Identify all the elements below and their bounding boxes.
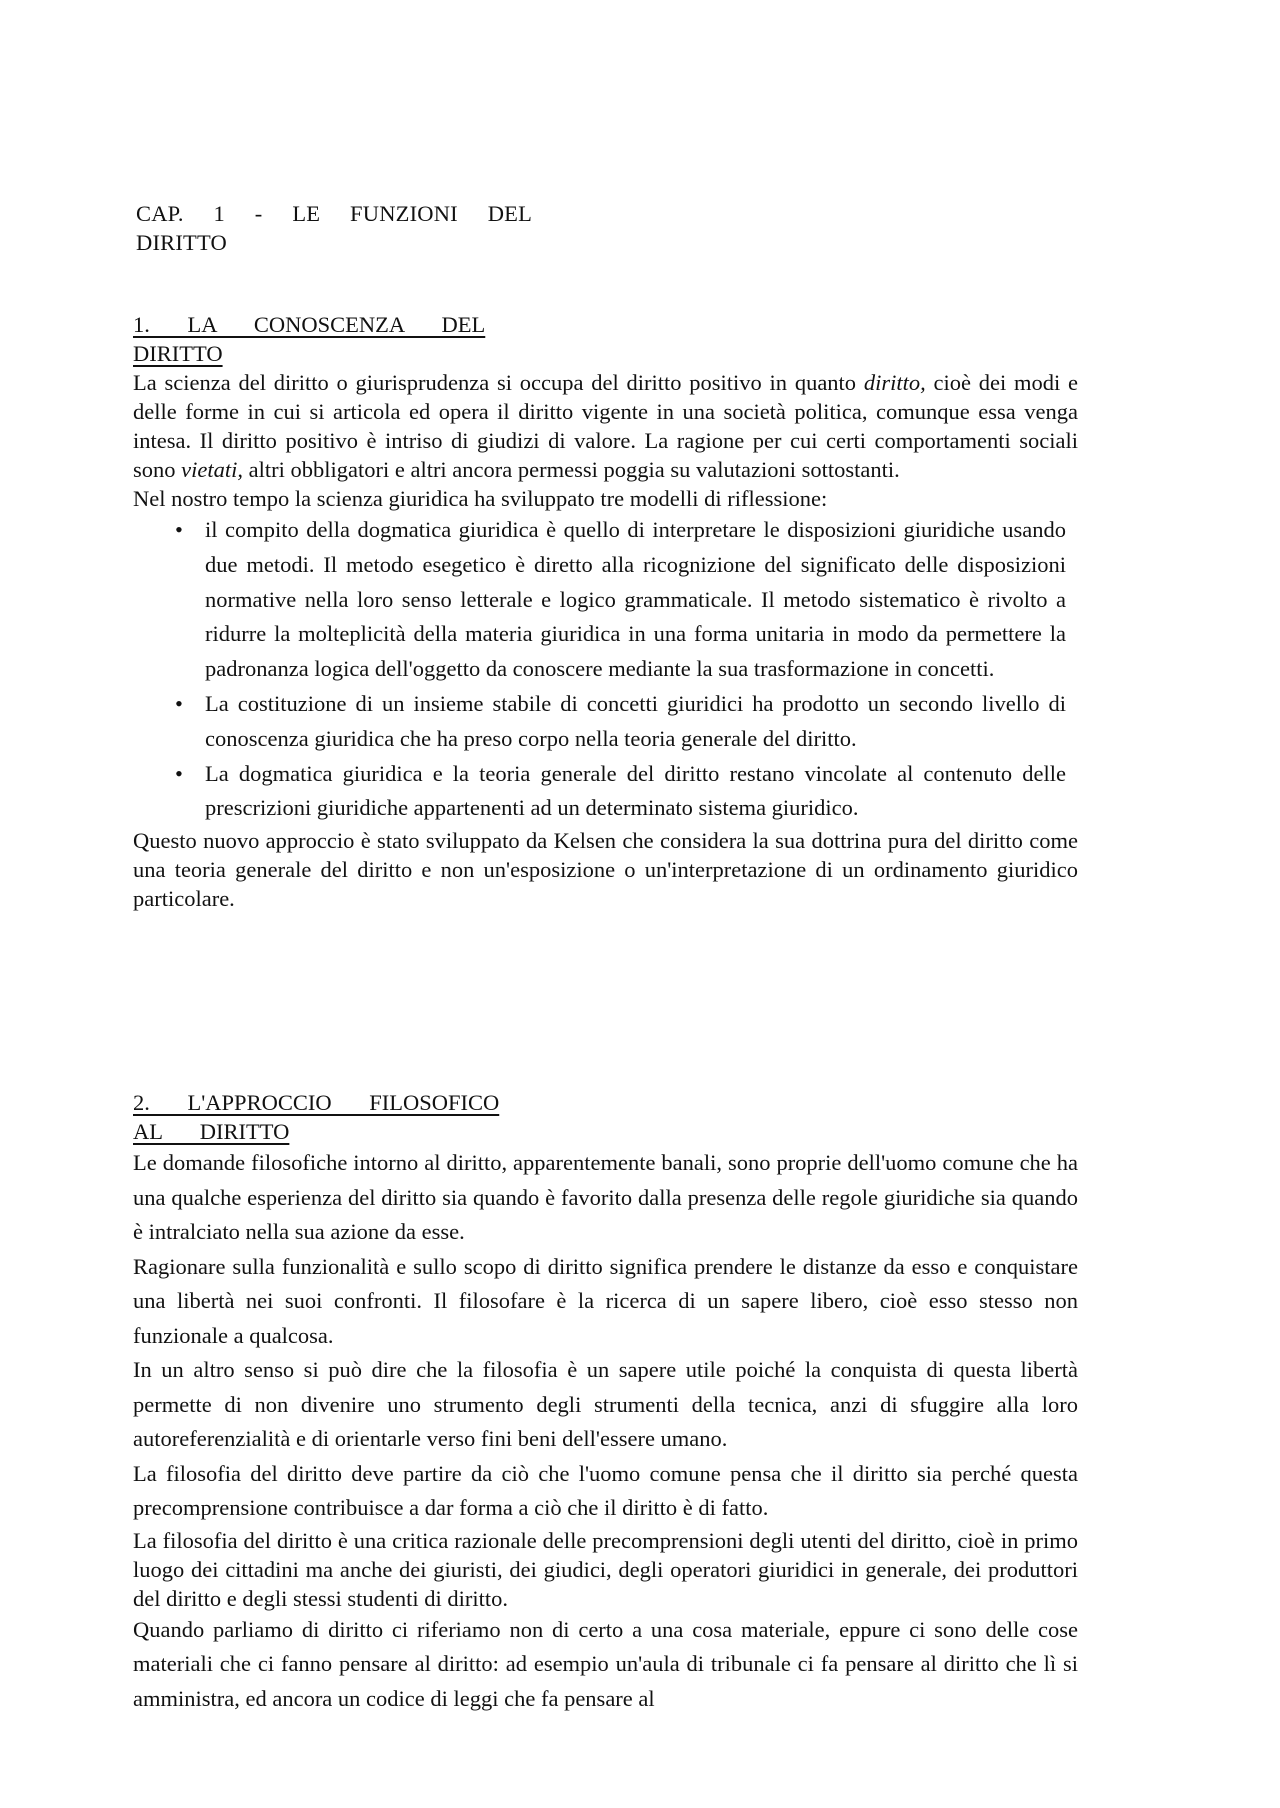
section-1-paragraph-3: Questo nuovo approccio è stato sviluppato da Kelsen che considera la sua dottrina pura del diritto come una teoria generale del diritto e non un'esposizione o un'interpretazione di un ordinamento giuridico particolare. bbox=[133, 828, 1078, 912]
list-item: • La costituzione di un insieme stabile di concetti giuridici ha prodotto un secondo livello di conoscenza giuridica che ha preso corpo nella teoria generale del diritto. bbox=[175, 690, 1066, 751]
section-2-title: 2. L'APPROCCIO FILOSOFICO AL DIRITTO bbox=[133, 1090, 500, 1144]
section-1-bullet-list bbox=[133, 513, 1078, 826]
section-2-paragraph: Ragionare sulla funzionalità e sullo scopo di diritto significa prendere le distanze da esso e conquistare una libertà nei suoi confronti. Il filosofare è la ricerca di un sapere libero, cioè esso stesso non funzionale a qualcosa. bbox=[133, 1253, 1078, 1348]
section-1-title: 1. LA CONOSCENZA DEL DIRITTO bbox=[133, 312, 486, 366]
chapter-title: CAP. 1 - LE FUNZIONI DEL DIRITTO bbox=[136, 201, 532, 255]
list-item: • La dogmatica giuridica e la teoria generale del diritto restano vincolate al contenuto delle prescrizioni giuridiche appartenenti ad un determinato sistema giuridico. bbox=[175, 760, 1066, 821]
section-2 bbox=[133, 1088, 1078, 1716]
section-1-paragraph-2: Nel nostro tempo la scienza giuridica ha sviluppato tre modelli di riflessione: bbox=[133, 486, 828, 511]
section-2-paragraph: La filosofia del diritto deve partire da ciò che l'uomo comune pensa che il diritto sia perché questa precomprensione contribuisce a dar forma a ciò che il diritto è di fatto. bbox=[133, 1460, 1078, 1520]
section-2-paragraph: In un altro senso si può dire che la filosofia è un sapere utile poiché la conquista di questa libertà permette di non divenire uno strumento degli strumenti della tecnica, anzi di sfuggire alla loro autoreferenzialità e di orientarle verso fini beni dell'essere umano. bbox=[133, 1357, 1078, 1451]
section-2-paragraph: La filosofia del diritto è una critica razionale delle precomprensioni degli utenti del diritto, cioè in primo luogo dei cittadini ma anche dei giuristi, dei giudici, degli operatori giuridici in generale, dei produttori del diritto e degli stessi studenti di diritto. bbox=[133, 1527, 1078, 1611]
section-2-paragraph: Quando parliamo di diritto ci riferiamo non di certo a una cosa materiale, eppure ci sono delle cose materiali che ci fanno pensare al diritto: ad esempio un'aula di tribunale ci fa pensare al diritto che lì si amministra, ed ancora un codice di leggi che fa pensare al bbox=[133, 1616, 1078, 1711]
section-1 bbox=[133, 310, 1078, 913]
list-item: • il compito della dogmatica giuridica è quello di interpretare le disposizioni giuridiche usando due metodi. Il metodo esegetico è diretto alla ricognizione del significato delle disposizioni normative nella loro senso letterale e logico grammaticale. Il metodo sistematico è rivolto a ridurre la molteplicità della materia giuridica in una forma unitaria in modo da permettere la padronanza logica dell'oggetto da conoscere mediante la sua trasformazione in concetti. bbox=[175, 517, 1066, 682]
section-1-paragraph-1: La scienza del diritto o giurisprudenza si occupa del diritto positivo in quanto diritto, cioè dei modi e delle forme in cui si articola ed opera il diritto vigente in una società politica, comunque essa venga intesa. Il diritto positivo è intriso di giudizi di valore. La ragione per cui certi comportamenti sociali sono vietati, altri obbligatori e altri ancora permessi poggia su valutazioni sottostanti. bbox=[133, 370, 1078, 482]
section-2-paragraph: Le domande filosofiche intorno al diritto, apparentemente banali, sono proprie dell'uomo comune che ha una qualche esperienza del diritto sia quando è favorito dalla presenza delle regole giuridiche sia quando è intralciato nella sua azione da esse. bbox=[133, 1150, 1078, 1244]
